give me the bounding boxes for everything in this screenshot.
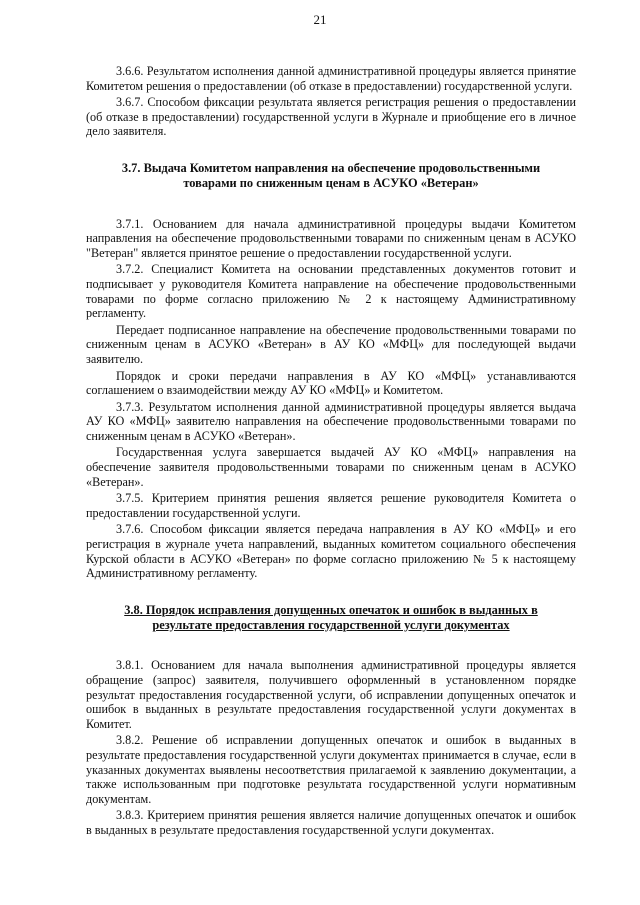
paragraph-3-6-6: 3.6.6. Результатом исполнения данной административной процедуры является принятие Комитетом решения о предоставлении (об отказе в предоставлении) государственной услуги. <box>86 64 576 93</box>
paragraph-3-7-3: 3.7.3. Результатом исполнения данной административной процедуры является выдача АУ КО «МФЦ» заявителю направления на обеспечение продовольственными товарами по сниженным ценам в АСУКО «Ветеран». <box>86 399 576 443</box>
paragraph-3-7-1: 3.7.1. Основанием для начала административной процедуры выдачи Комитетом направления на обеспечение продовольственными товарами по сниженным ценам в АСУКО "Ветеран" является принятое решение о предоставлении государственной услуги. <box>86 216 576 260</box>
section-heading-3-8 <box>86 603 576 633</box>
page-number: 21 <box>313 12 327 27</box>
paragraph-3-8-1: 3.8.1. Основанием для начала выполнения административной процедуры является обращение (запрос) заявителя, получившего оформленный в установленном порядке результат предоставления государственной услуги, об исправлении допущенных опечаток и ошибок в выданных в результате предоставления государственной услуги документах в Комитет. <box>86 658 576 731</box>
paragraph-3-7-3-completion: Государственная услуга завершается выдачей АУ КО «МФЦ» направления на обеспечение заявителя продовольственными товарами по сниженным ценам в АСУКО «Ветеран». <box>86 445 576 489</box>
paragraph-3-6-7: 3.6.7. Способом фиксации результата является регистрация решения о предоставлении (об отказе в предоставлении) государственной услуги в Журнале и приобщение его в личное дело заявителя. <box>86 95 576 139</box>
section-heading-3-7 <box>86 161 576 191</box>
paragraph-3-8-3: 3.8.3. Критерием принятия решения является наличие допущенных опечаток и ошибок в выданных в результате предоставления государственной услуги документах. <box>86 808 576 837</box>
section-heading-3-7-line1: 3.7. Выдача Комитетом направления на обеспечение продовольственными <box>121 160 541 175</box>
section-heading-3-8-line2: результате предоставления государственной услуги документах <box>152 617 510 632</box>
section-heading-3-8-line1: 3.8. Порядок исправления допущенных опечаток и ошибок в выданных в <box>124 602 538 617</box>
paragraph-3-7-2: 3.7.2. Специалист Комитета на основании представленных документов готовит и подписывает у руководителя Комитета направление на обеспечение продовольственными товарами по форме согласно приложению № 2 к настоящему Административному регламенту. <box>86 262 576 321</box>
paragraph-3-7-2-order: Порядок и сроки передачи направления в АУ КО «МФЦ» устанавливаются соглашением о взаимодействии между АУ КО «МФЦ» и Комитетом. <box>86 368 576 398</box>
section-heading-3-7-line2: товарами по сниженным ценам в АСУКО «Ветеран» <box>183 175 479 190</box>
document-body <box>86 64 576 838</box>
paragraph-3-8-2: 3.8.2. Решение об исправлении допущенных опечаток и ошибок в выданных в результате предоставления государственной услуги документах принимается в случае, если в указанных документах выявлены несоответствия прилагаемой к заявлению документации, а также использованным при подготовке результата государственной услуги нормативным документам. <box>86 733 576 806</box>
paragraph-3-7-6: 3.7.6. Способом фиксации является передача направления в АУ КО «МФЦ» и его регистрация в журнале учета направлений, выданных комитетом социального обеспечения Курской области в АСУКО «Ветеран» по форме согласно приложению № 5 к настоящему Административному регламенту. <box>86 522 576 581</box>
paragraph-3-7-2-transfer: Передает подписанное направление на обеспечение продовольственными товарами по сниженным ценам в АСУКО «Ветеран» в АУ КО «МФЦ» для последующей выдачи заявителю. <box>86 322 576 366</box>
paragraph-3-7-5: 3.7.5. Критерием принятия решения является решение руководителя Комитета о предоставлении государственной услуги. <box>86 491 576 520</box>
